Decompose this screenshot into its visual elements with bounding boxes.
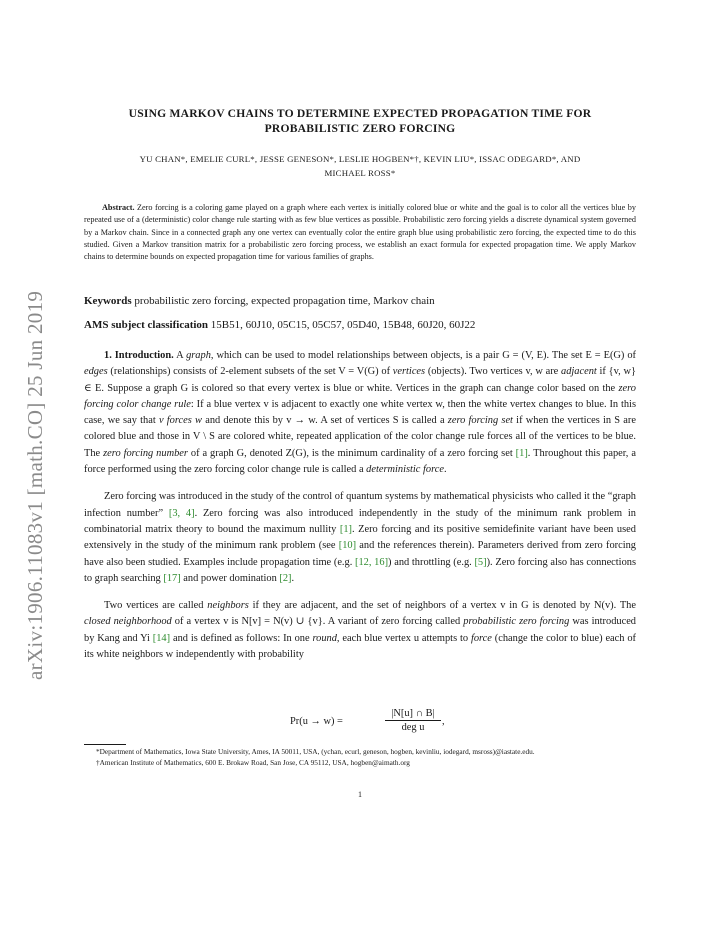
text-run: . Zero forcing and its positive semidefinite variant have been used extensively in the study of the minimum rank problem (see	[84, 523, 636, 552]
text-run: (relationships) consists of 2-element subsets of the set V = V(G) of	[107, 366, 393, 378]
abstract-text: Zero forcing is a coloring game played on a graph where each vertex is initially colored blue or white and the goal is to color all the vertices blue by repeated use of a (deterministic) color change rule starting with as few blue vertices as possible. Probabilistic zero forcing yields a discrete dynamical system governed by a Markov chain. Since in a connected graph any one vertex can eventually color the entire graph blue using probabilistic zero forcing, the expected time to do this studied. Given a Markov transition matrix for a probabilistic zero forcing process, we establish an exact formula for expected propagation time. We apply Markov chains to determine bounds on expected propagation time for various families of graphs.	[84, 203, 636, 262]
text-run: ) and throttling (e.g.	[388, 556, 475, 568]
text-run: if when the vertices in S are colored blue and those in V \ S are colored white, repeated application of the color change rule forces all of the vertices to be blue. The	[84, 415, 636, 459]
abstract	[84, 202, 636, 263]
arxiv-sidebar-id: arXiv:1906.11083v1 [math.CO] 25 Jun 2019	[23, 290, 47, 680]
ams-text: 15B51, 60J10, 05C15, 05C57, 05D40, 15B48, 60J20, 60J22	[210, 319, 476, 331]
term-forces: v forces w	[158, 415, 202, 427]
keywords-text: probabilistic zero forcing, expected propagation time, Markov chain	[134, 295, 435, 307]
intro-paragraph-1	[84, 348, 636, 478]
term-color-change-rule: zero forcing color change rule	[84, 382, 636, 410]
text-run: and the references therein). Parameters derived from zero forcing have also been studied. Examples include propagation time (e.g.	[84, 540, 637, 568]
term-round: round	[312, 632, 337, 644]
text-run: Two vertices are called	[104, 600, 208, 612]
text-run: .	[443, 464, 447, 476]
term-zero-forcing-number: zero forcing number	[103, 447, 188, 459]
term-probabilistic-zero-forcing: probabilistic zero forcing	[463, 616, 570, 628]
term-edges: edges	[84, 366, 108, 378]
citation-link[interactable]: [14]	[152, 632, 171, 644]
citation-link[interactable]: [12, 16]	[355, 556, 389, 568]
title-line-1: USING MARKOV CHAINS TO DETERMINE EXPECTED PROPAGATION TIME FOR	[128, 107, 592, 120]
keywords-label: Keywords	[84, 295, 132, 307]
text-run: of a vertex v is N[v] = N(v) ∪ {v}. A variant of zero forcing called	[171, 616, 464, 628]
term-vertices: vertices	[392, 366, 426, 378]
text-run: : If a blue vertex v is adjacent to exactly one white vertex w, then the white vertex changes to blue. In this case, we say that	[84, 398, 636, 427]
citation-link[interactable]: [17]	[163, 572, 181, 584]
ams-classification	[84, 318, 644, 332]
text-run: (change the color to blue) each of its white neighbors w independently with probability	[84, 632, 636, 661]
footnote-affiliation-2: †American Institute of Mathematics, 600 E. Brokaw Road, San Jose, CA 95112, USA, hogben@aimath.org	[96, 757, 410, 767]
formula-fraction	[385, 708, 441, 733]
text-run: . Throughout this paper, a force performed using the zero forcing color change rule is called a	[84, 447, 636, 476]
term-zero-forcing-set: zero forcing set	[447, 415, 513, 427]
keywords	[84, 294, 644, 308]
text-run: if they are adjacent, and the set of neighbors of a vertex v in G is denoted by N(v). The	[248, 600, 636, 612]
text-run: ). Zero forcing also has connections to graph searching	[84, 556, 637, 584]
term-force: force	[470, 632, 492, 644]
formula-lhs: Pr(u → w) =	[290, 716, 343, 727]
title-line-2: PROBABILISTIC ZERO FORCING	[264, 122, 456, 135]
probability-formula	[290, 708, 490, 738]
ams-label: AMS subject classification	[84, 319, 209, 331]
paper-body	[84, 348, 636, 674]
formula-numerator: |N[u] ∩ B|	[385, 708, 441, 721]
abstract-label: Abstract.	[102, 203, 135, 212]
text-run: . Zero forcing was also introduced independently in the study of the minimum rank problem in combinatorial matrix theory to bound the maximum nullity	[84, 507, 636, 535]
term-closed-neighborhood: closed neighborhood	[84, 616, 172, 628]
text-run: A	[176, 350, 187, 361]
citation-link[interactable]: [10]	[338, 540, 357, 552]
text-run: was introduced by Kang and Yi	[84, 616, 637, 644]
text-run: (objects). Two vertices v, w are	[425, 366, 562, 378]
citation-link[interactable]: [1]	[515, 447, 528, 459]
citation-link[interactable]: [1]	[339, 523, 352, 535]
text-run: Zero forcing was introduced in the study of the control of quantum systems by mathematical physicists who called it the “graph infection number”	[84, 491, 636, 519]
page-number: 1	[358, 790, 362, 799]
citation-link[interactable]: [5]	[474, 556, 487, 568]
footnote-rule	[84, 744, 126, 745]
text-run: of a graph G, denoted Z(G), is the minimum cardinality of a zero forcing set	[187, 447, 516, 459]
formula-comma: ,	[442, 716, 445, 727]
author-list	[80, 152, 640, 180]
text-run: and denote this by v → w. A set of vertices S is called a	[201, 415, 448, 427]
footnotes	[84, 747, 636, 768]
term-graph: graph	[186, 350, 211, 361]
footnote-affiliation-1: *Department of Mathematics, Iowa State University, Ames, IA 50011, USA, (ychan, ecurl, geneson, hogben, kevinliu, iodegard, msross)@iastate.edu.	[96, 747, 535, 756]
paper-title	[80, 106, 640, 136]
text-run: , each blue vertex u attempts to	[336, 632, 471, 644]
term-adjacent: adjacent	[561, 366, 597, 378]
intro-paragraph-2	[84, 489, 636, 587]
text-run: , which can be used to model relationships between objects, is a pair G = (V, E). The set E = E(G) of	[210, 350, 637, 361]
term-deterministic-force: deterministic force	[366, 464, 444, 476]
text-run: and is defined as follows: In one	[170, 632, 313, 644]
text-run: and power domination	[180, 572, 280, 584]
intro-paragraph-3	[84, 598, 636, 663]
section-heading: 1. Introduction.	[104, 350, 174, 361]
citation-link[interactable]: [2]	[279, 572, 292, 584]
authors-line-2: MICHAEL ROSS*	[324, 168, 396, 178]
text-run: if {v, w} ∈ E. Suppose a graph G is colored so that every vertex is blue or white. Vertices in the graph can change color based on the	[84, 366, 636, 394]
formula-denominator: deg u	[401, 722, 425, 733]
citation-link[interactable]: [3, 4]	[168, 507, 195, 519]
term-neighbors: neighbors	[207, 600, 249, 612]
authors-line-1: YU CHAN*, EMELIE CURL*, JESSE GENESON*, LESLIE HOGBEN*†, KEVIN LIU*, ISSAC ODEGARD*, AND	[139, 154, 581, 164]
text-run: .	[291, 572, 295, 584]
